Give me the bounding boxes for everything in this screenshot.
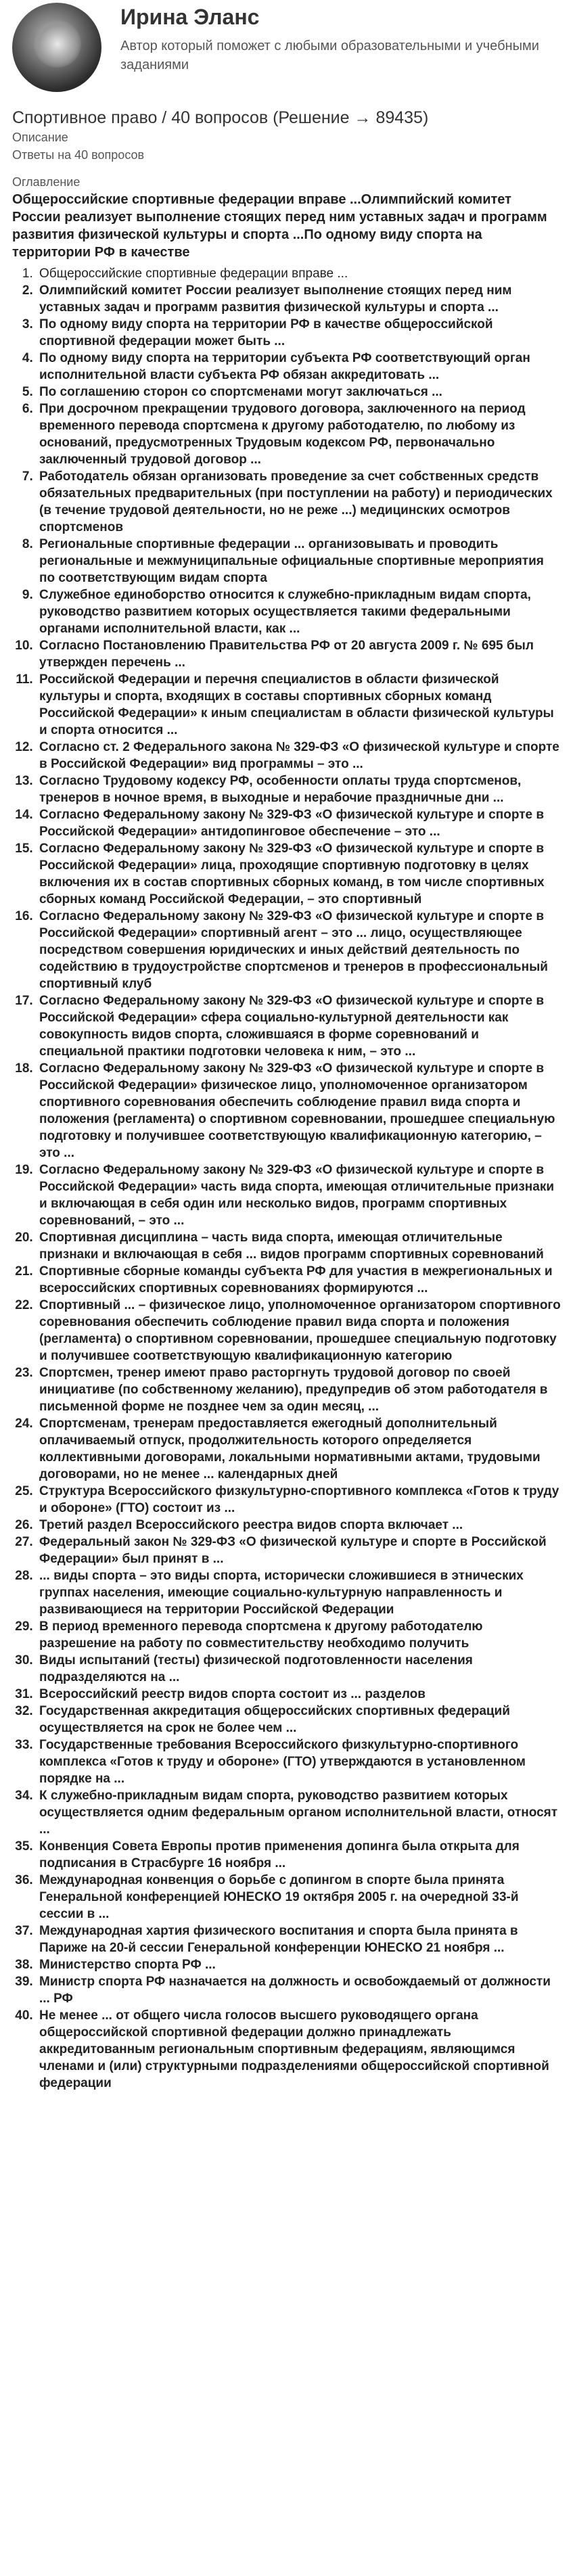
question-item: 36. Международная конвенция о борьбе с допингом в спорте была принята Генеральной конференцией ЮНЕСКО 19 октября 2005 г. на очередной 33-й сессии в ... [37, 1872, 561, 1923]
question-item: 14. Согласно Федеральному закону № 329-ФЗ «О физической культуре и спорте в Российской Федерации» антидопинговое обеспечение – это ... [37, 806, 561, 840]
question-item: 17. Согласно Федеральному закону № 329-ФЗ «О физической культуре и спорте в Российской Федерации» сфера социально-культурной деятельности как совокупность видов спорта, сложившаяся в форме соревнований и специальной практики подготовки человека к ним, – это ... [37, 992, 561, 1060]
question-item: 31. Всероссийский реестр видов спорта состоит из ... разделов [37, 1686, 561, 1703]
question-item: 21. Спортивные сборные команды субъекта РФ для участия в межрегиональных и всероссийских спортивных соревнованиях формируются ... [37, 1263, 561, 1297]
question-item: 28. ... виды спорта – это виды спорта, исторически сложившиеся в этнических группах населения, имеющие социально-культурную направленность и развивающиеся на территории Российской Федерации [37, 1567, 561, 1618]
question-item: 37. Международная хартия физического воспитания и спорта была принята в Париже на 20-й сессии Генеральной конференции ЮНЕСКО 21 ноября ... [37, 1923, 561, 1956]
question-item: 12. Согласно ст. 2 Федерального закона № 329-ФЗ «О физической культуре и спорте в Российской Федерации» вид программы – это ... [37, 739, 561, 773]
question-item: 15. Согласно Федеральному закону № 329-ФЗ «О физической культуре и спорте в Российской Федерации» лица, проходящие спортивную подготовку в целях включения их в состав спортивных сборных команд, в том числе спортивных сборных команд Российской Федерации, – это спортивный [37, 840, 561, 908]
question-item: 34. К служебно-прикладным видам спорта, руководство развитием которых осуществляется одним федеральным органом исполнительной власти, относят ... [37, 1787, 561, 1838]
question-item: 33. Государственные требования Всероссийского физкультурно-спортивного комплекса «Готов к труду и обороне» (ГТО) утверждаются в установленном порядке на ... [37, 1736, 561, 1787]
description-label: Описание [12, 131, 68, 144]
question-item: 29. В период временного перевода спортсмена к другому работодателю разрешение на работу по совместительству необходимо получить [37, 1618, 561, 1652]
question-item: 3. По одному виду спорта на территории РФ в качестве общероссийской спортивной федерации может быть ... [37, 316, 561, 350]
question-item: 18. Согласно Федеральному закону № 329-ФЗ «О физической культуре и спорте в Российской Федерации» физическое лицо, уполномоченное организатором спортивного соревнования обеспечить соблюдение правил вида спорта и положения (регламента) о спортивном соревновании, прошедшее специальную подготовку и получившее соответствующую квалификационную категорию, – это ... [37, 1060, 561, 1162]
question-item: 32. Государственная аккредитация общероссийских спортивных федераций осуществляется на срок не более чем ... [37, 1703, 561, 1736]
answers-label: Ответы на 40 вопросов [12, 148, 145, 162]
question-item: 5. По соглашению сторон со спортсменами могут заключаться ... [37, 384, 561, 400]
question-item: 25. Структура Всероссийского физкультурно-спортивного комплекса «Готов к труду и обороне» (ГТО) состоит из ... [37, 1483, 561, 1517]
question-item: 39. Министр спорта РФ назначается на должность и освобождаемый от должности ... РФ [37, 1973, 561, 2007]
question-item: 35. Конвенция Совета Европы против применения допинга была открыта для подписания в Страсбурге 16 ноября ... [37, 1838, 561, 1872]
question-item: 6. При досрочном прекращении трудового договора, заключенного на период временного перевода спортсмена к другому работодателю, по любому из оснований, предусмотренных Трудовым кодексом РФ, первоначально заключенный трудовой договор ... [37, 400, 561, 468]
question-item: 24. Спортсменам, тренерам предоставляется ежегодный дополнительный оплачиваемый отпуск, продолжительность которого определяется коллективными договорами, локальными нормативными актами, трудовыми договорами, но не менее ... календарных дней [37, 1415, 561, 1483]
avatar[interactable] [12, 3, 101, 92]
author-name[interactable]: Ирина Эланс [120, 5, 260, 29]
question-item: 13. Согласно Трудовому кодексу РФ, особенности оплаты труда спортсменов, тренеров в ночное время, в выходные и нерабочие праздничные дни ... [37, 773, 561, 806]
question-item: 16. Согласно Федеральному закону № 329-ФЗ «О физической культуре и спорте в Российской Федерации» спортивный агент – это ... лицо, осуществляющее посредством совершения юридических и иных действий деятельность по содействию в трудоустройстве спортсменов и тренеров в профессиональный спортивный клуб [37, 908, 561, 992]
question-item: 8. Региональные спортивные федерации ... организовывать и проводить региональные и межмуниципальные официальные спортивные мероприятия по соответствующим видам спорта [37, 536, 561, 586]
question-item: 40. Не менее ... от общего числа голосов высшего руководящего органа общероссийской спортивной федерации должно принадлежать аккредитованным региональным спортивным федерациям, являющимся членами и (или) структурными подразделениями общероссийской спортивной федерации [37, 2007, 561, 2092]
work-title: Спортивное право / 40 вопросов (Решение → 89435) [12, 108, 429, 127]
question-item: 10. Согласно Постановлению Правительства РФ от 20 августа 2009 г. № 695 был утвержден перечень ... [37, 637, 561, 671]
question-item: 20. Спортивная дисциплина – часть вида спорта, имеющая отличительные признаки и включающая в себя ... видов программ спортивных соревнований [37, 1229, 561, 1263]
question-item: 23. Спортсмен, тренер имеют право расторгнуть трудовой договор по своей инициативе (по собственному желанию), предупредив об этом работодателя в письменной форме не позднее чем за один месяц, ... [37, 1364, 561, 1415]
question-item: 1. Общероссийские спортивные федерации вправе ... [37, 265, 561, 282]
questions-list [12, 265, 561, 2092]
author-info [120, 3, 553, 74]
question-item: 11. Российской Федерации и перечня специалистов в области физической культуры и спорта, входящих в составы спортивных сборных команд Российской Федерации» к иным специалистам в области физической культуры и спорта относится ... [37, 671, 561, 739]
author-header [12, 0, 561, 101]
question-item: 19. Согласно Федеральному закону № 329-ФЗ «О физической культуре и спорте в Российской Федерации» часть вида спорта, имеющая отличительные признаки и включающая в себя один или несколько видов, программ спортивных соревнований, – это ... [37, 1162, 561, 1229]
question-item: 7. Работодатель обязан организовать проведение за счет собственных средств обязательных предварительных (при поступлении на работу) и периодических (в течение трудовой деятельности, но не реже ...) медицинских осмотров спортсменов [37, 468, 561, 536]
question-item: 30. Виды испытаний (тесты) физической подготовленности населения подразделяются на ... [37, 1652, 561, 1686]
question-item: 26. Третий раздел Всероссийского реестра видов спорта включает ... [37, 1517, 561, 1534]
question-item: 9. Служебное единоборство относится к служебно-прикладным видам спорта, руководство развитием которых осуществляется такими федеральными органами исполнительной власти, как ... [37, 586, 561, 637]
question-item: 38. Министерство спорта РФ ... [37, 1956, 561, 1973]
questions-heading: Общероссийские спортивные федерации вправе ...Олимпийский комитет России реализует выполнение стоящих перед ним уставных задач и программ развития физической культуры и спорта ...По одному виду спорта на территории РФ в качестве [12, 192, 547, 260]
author-description: Автор который поможет с любыми образовательными и учебными заданиями [120, 39, 539, 72]
toc-label: Оглавление [12, 175, 81, 189]
question-item: 27. Федеральный закон № 329-ФЗ «О физической культуре и спорте в Российской Федерации» был принят в ... [37, 1534, 561, 1567]
question-item: 2. Олимпийский комитет России реализует выполнение стоящих перед ним уставных задач и программ развития физической культуры и спорта ... [37, 282, 561, 316]
question-item: 4. По одному виду спорта на территории субъекта РФ соответствующий орган исполнительной власти субъекта РФ обязан аккредитовать ... [37, 350, 561, 384]
question-item: 22. Спортивный ... – физическое лицо, уполномоченное организатором спортивного соревнования обеспечить соблюдение правил вида спорта и положения (регламента) о спортивном соревновании, прошедшее специальную подготовку и получившее соответствующую квалификационную категорию [37, 1297, 561, 1364]
